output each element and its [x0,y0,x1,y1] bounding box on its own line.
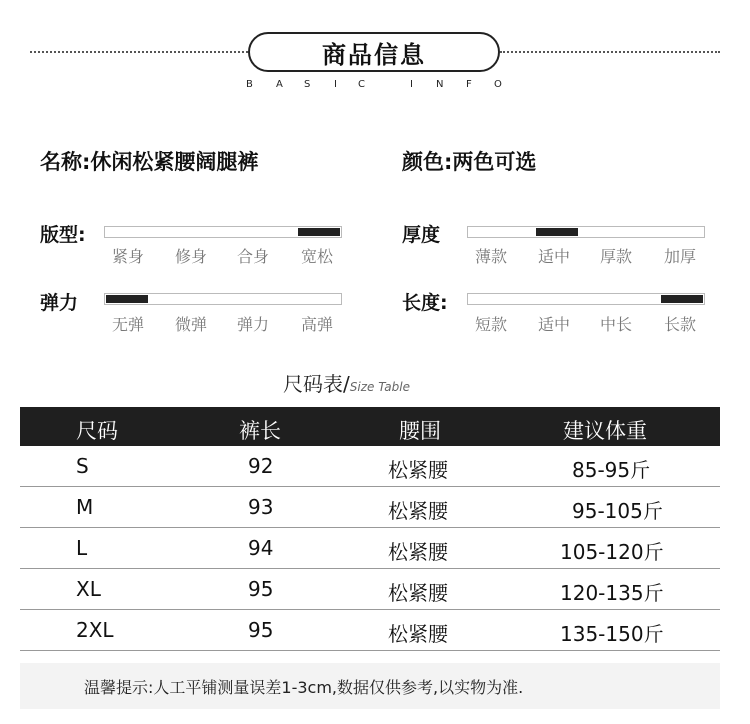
length-option: 适中 [538,315,571,334]
cell-length: 95 [248,577,274,601]
fit-scale-bar [104,226,342,238]
thickness-option: 适中 [538,247,571,266]
subtitle-letter: A [276,79,283,90]
fit-option: 紧身 [112,247,145,266]
page-title: 商品信息 [322,40,426,69]
length-scale-bar [467,293,705,305]
fit-scale-indicator [298,228,340,236]
cell-length: 93 [248,495,274,519]
elasticity-option: 无弹 [112,315,145,334]
cell-weight: 135-150斤 [560,622,664,646]
fit-option: 宽松 [301,247,334,266]
elasticity-option: 微弹 [175,315,208,334]
cell-length: 94 [248,536,274,560]
elasticity-option: 高弹 [301,315,334,334]
thickness-option: 薄款 [475,247,508,266]
length-option: 短款 [475,315,508,334]
cell-weight: 105-120斤 [560,540,664,564]
column-header-size: 尺码 [76,419,118,443]
product-name: 名称:休闲松紧腰阔腿裤 [40,150,259,174]
cell-weight: 120-135斤 [560,581,664,605]
cell-length: 92 [248,454,274,478]
thickness-label: 厚度 [402,224,441,246]
cell-size: L [76,536,88,560]
subtitle-letter: I [334,79,337,90]
cell-weight: 85-95斤 [572,458,651,482]
cell-weight: 95-105斤 [572,499,663,523]
length-scale-indicator [661,295,703,303]
cell-length: 95 [248,618,274,642]
tip-box [20,663,720,709]
thickness-scale-indicator [536,228,578,236]
cell-waist: 松紧腰 [388,499,448,523]
fit-option: 合身 [237,247,270,266]
measurement-tip: 温馨提示:人工平铺测量误差1-3cm,数据仅供参考,以实物为准. [84,678,524,697]
header-divider-left [30,51,248,53]
subtitle-letter: N [436,79,444,90]
subtitle-letter: I [410,79,413,90]
elasticity-label: 弹力 [40,292,79,314]
cell-size: 2XL [76,618,114,642]
cell-size: M [76,495,94,519]
cell-size: XL [76,577,101,601]
size-table-title-en: Size Table [349,380,410,394]
header-title-pill [248,32,500,72]
table-row [20,446,720,487]
table-row [20,569,720,610]
table-row [20,610,720,651]
elasticity-scale-indicator [106,295,148,303]
fit-label: 版型: [40,224,86,246]
column-header-weight: 建议体重 [563,419,647,443]
thickness-scale-bar [467,226,705,238]
size-table-title [283,368,410,397]
product-color: 颜色:两色可选 [402,150,537,174]
subtitle-letter: O [494,79,502,90]
length-label: 长度: [402,292,448,314]
thickness-option: 厚款 [600,247,633,266]
cell-waist: 松紧腰 [388,581,448,605]
subtitle-letter: S [304,79,311,90]
column-header-length: 裤长 [239,419,281,443]
subtitle-letter: F [466,79,472,90]
cell-waist: 松紧腰 [388,458,448,482]
cell-waist: 松紧腰 [388,622,448,646]
table-row [20,528,720,569]
size-table-title-cn: 尺码表/ [283,372,350,396]
length-option: 长款 [664,315,697,334]
table-row [20,487,720,528]
size-table-header [20,407,720,446]
elasticity-scale-bar [104,293,342,305]
thickness-option: 加厚 [664,247,697,266]
fit-option: 修身 [175,247,208,266]
subtitle-letter: C [358,79,365,90]
header-divider-right [500,51,720,53]
cell-size: S [76,454,89,478]
subtitle-letter: B [246,79,253,90]
cell-waist: 松紧腰 [388,540,448,564]
elasticity-option: 弹力 [237,315,270,334]
length-option: 中长 [600,315,633,334]
column-header-waist: 腰围 [399,419,441,443]
